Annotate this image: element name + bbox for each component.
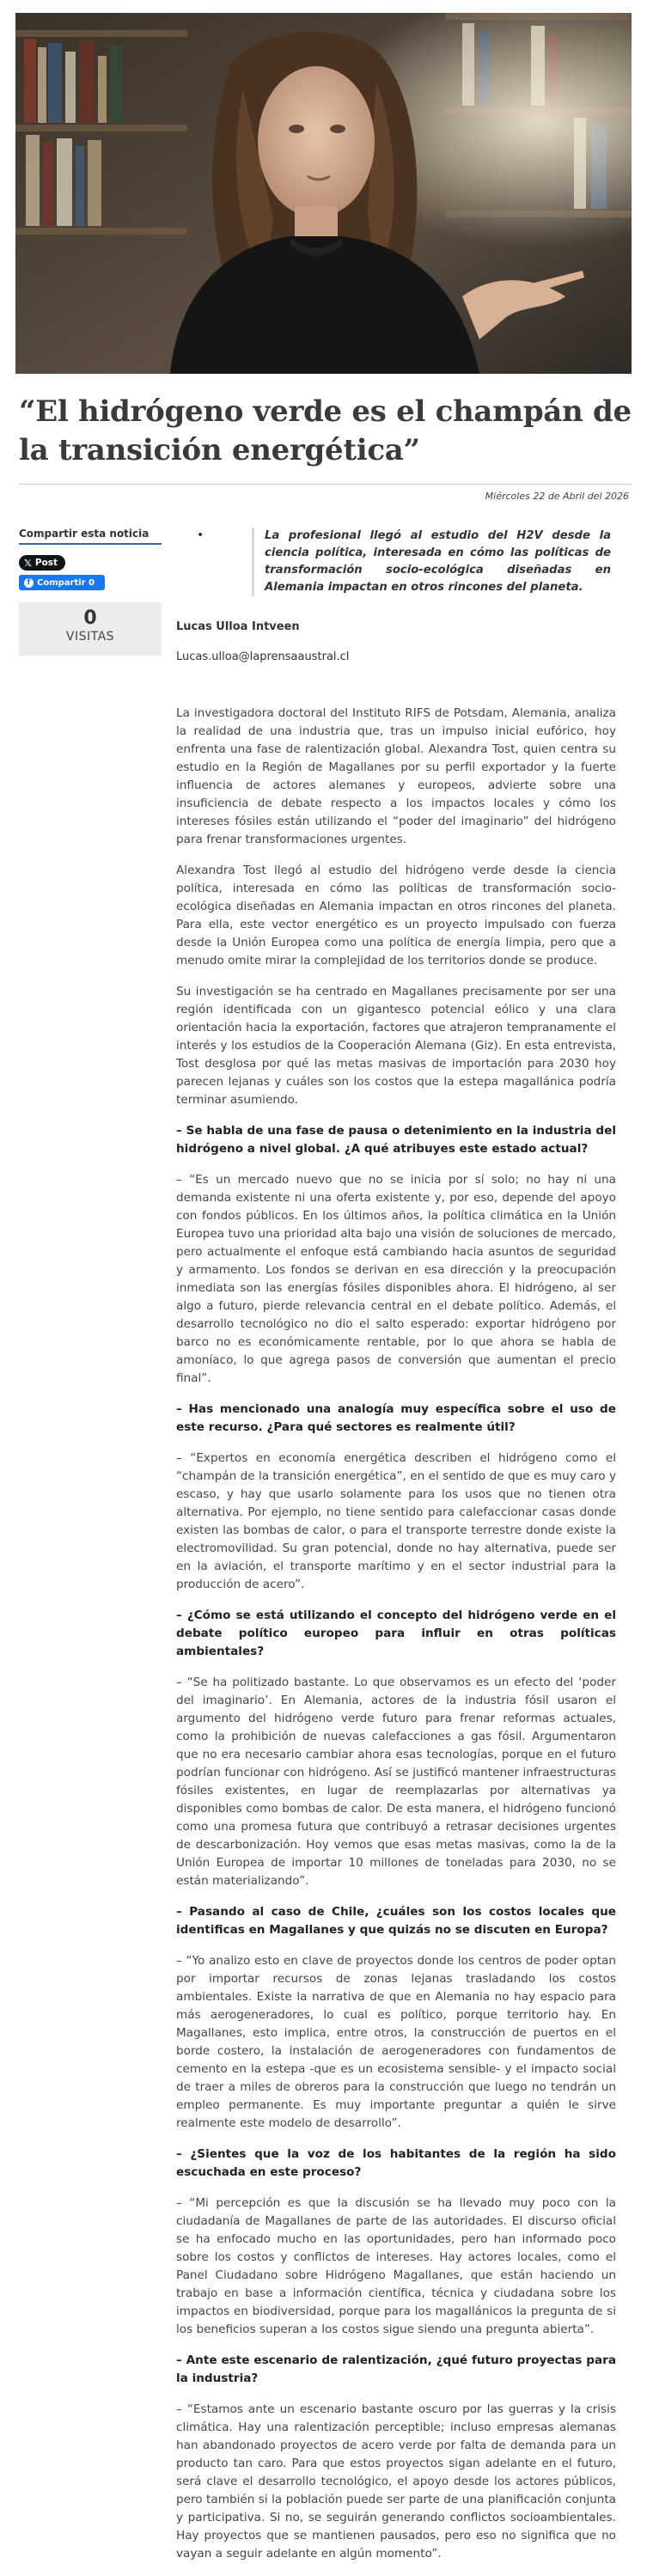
- facebook-icon: f: [24, 578, 34, 588]
- author-email[interactable]: Lucas.ulloa@laprensaaustral.cl: [176, 650, 350, 663]
- article-layout: [0, 528, 647, 2563]
- visits-counter: [19, 602, 162, 656]
- lead-bullet: •: [197, 528, 204, 542]
- portrait-image: [15, 13, 632, 374]
- interview-question: – Has mencionado una analogía muy específica sobre el uso de este recurso. ¿Para qué sectores es realmente útil?: [176, 1402, 616, 1434]
- article-paragraph: – “Estamos ante un escenario bastante oscuro por las guerras y la crisis climática. Hay una ralentización perceptible; incluso empresas alemanas han abandonado proyectos de acero verde por falta de demanda para un producto tan caro. Para que estos proyectos sigan adelante en el futuro, será clave el desarrollo tecnológico, el apoyo desde los actores públicos, pero también si la población puede ser parte de una planificación conjunta y participativa. Si no, se seguirán generando conflictos socioambientales. Hay proyectos que se mantienen pausados, pero eso no significa que no vayan a seguir adelante en algún momento”.: [176, 2402, 616, 2561]
- article-body: [176, 705, 616, 2563]
- x-post-button[interactable]: [19, 555, 65, 571]
- facebook-share-label: Compartir 0: [37, 577, 95, 588]
- lead-text: La profesional llegó al estudio del H2V desde la ciencia política, interesada en cómo las políticas de transformación socio-ecológica diseñadas en Alemania impactan en otros rincones del planeta.: [252, 528, 611, 596]
- share-sidebar: [19, 528, 162, 656]
- x-post-label: Post: [34, 558, 58, 568]
- article-paragraph: – “Es un mercado nuevo que no se inicia por sí solo; no hay ni una demanda existente ni una oferta existente y, por eso, depende del apoyo con fondos públicos. En los últimos años, la política climática en la Unión Europea tuvo una prioridad alta bajo una visión de soluciones de mercado, pero actualmente el enfoque está cambiando hacia asuntos de seguridad y armamento. Los fondos se derivan en esa dirección y la preocupación inmediata son las energías fósiles disponibles ahora. El hidrógeno, al ser algo a futuro, pierde relevancia central en el debate político. Además, el desarrollo tecnológico no dio el salto esperado: exportar hidrógeno por barco no es económicamente rentable, por lo que ahora se habla de amoníaco, lo que agrega pasos de conversión que aumentan el precio final”.: [176, 1173, 616, 1385]
- x-logo-icon: 𝕏: [24, 557, 32, 569]
- article-page: [0, 13, 647, 2563]
- title-divider: [19, 484, 632, 485]
- interview-question: – ¿Sientes que la voz de los habitantes de la región ha sido escuchada en este proceso?: [176, 2147, 616, 2179]
- publish-date: Miércoles 22 de Abril del 2026: [485, 491, 629, 502]
- visits-count: 0: [83, 607, 97, 629]
- article-main: [176, 528, 632, 2563]
- article-paragraph: Alexandra Tost llegó al estudio del hidrógeno verde desde la ciencia política, interesada en cómo las políticas de transformación socio-ecológica diseñadas en Alemania impactan en otros rincones del planeta. Para ella, este vector energético es un proyecto impulsado con fuerza desde la Unión Europea como una política de energía limpia, pero que a menudo omite mirar la complejidad de los territorios donde se produce.: [176, 864, 616, 968]
- article-paragraph: Su investigación se ha centrado en Magallanes precisamente por ser una región identificada con un gigantesco potencial eólico y una clara orientación hacia la exportación, factores que atrajeron tempranamente el interés y los estudios de la Cooperación Alemana (Giz). En esta entrevista, Tost desglosa por qué las metas masivas de importación para 2030 hoy parecen lejanas y cuáles son los costos que la estepa magallánica podría terminar asumiendo.: [176, 985, 616, 1107]
- article-paragraph: – “Yo analizo esto en clave de proyectos donde los centros de poder optan por importar recursos de zonas lejanas trasladando los costos ambientales. Existe la narrativa de que en Alemania no hay espacio para más aerogeneradores, lo cual es político, porque territorio hay. En Magallanes, esto implica, entre otros, la construcción de puertos en el borde costero, la instalación de aerogeneradores con fundamentos de cemento en la estepa -que es un ecosistema sensible- y el impacto social de traer a miles de obreros para la construcción que luego no tendrán un empleo permanente. Es muy importante preguntar a quién le sirve realmente este modelo de desarrollo”.: [176, 1954, 616, 2130]
- article-title: “El hidrógeno verde es el champán de la transición energética”: [19, 394, 632, 467]
- share-label: Compartir esta noticia: [19, 528, 162, 545]
- interview-question: – Ante este escenario de ralentización, ¿qué futuro proyectas para la industria?: [176, 2353, 616, 2385]
- author-name: Lucas Ulloa Intveen: [176, 620, 300, 633]
- article-paragraph: – “Expertos en economía energética describen el hidrógeno como el “champán de la transición energética”, en el sentido de que es muy caro y escaso, y hay que usarlo solamente para los usos que no tienen otra alternativa. Por ejemplo, no tiene sentido para calefaccionar casas donde existen las bombas de calor, o para el transporte terrestre donde existe la electromovilidad. Su gran potencial, donde no hay alternativa, puede ser en la aviación, el transporte marítimo y en el sector industrial para la producción de acero”.: [176, 1451, 616, 1591]
- article-paragraph: La investigadora doctoral del Instituto RIFS de Potsdam, Alemania, analiza la realidad de una industria que, tras un impulso inicial eufórico, hoy enfrenta una fase de ralentización global. Alexandra Tost, quien centra su estudio en la Región de Magallanes por su perfil exportador y la fuerte influencia de actores alemanes y europeos, advierte sobre una insuficiencia de debate respecto a los impactos locales y cómo los intereses fósiles están utilizando el “poder del imaginario” del hidrógeno para frenar transformaciones urgentes.: [176, 706, 616, 846]
- facebook-share-button[interactable]: [19, 575, 105, 590]
- article-paragraph: – “Se ha politizado bastante. Lo que observamos es un efecto del ‘poder del imaginario’. En Alemania, actores de la industria fósil usaron el argumento del hidrógeno verde futuro para frenar reformas actuales, como la prohibición de nuevas calefacciones a gas fósil. Argumentaron que no era necesario cambiar ahora esas tecnologías, porque en el futuro podrían funcionar con hidrógeno. Así se justificó mantener infraestructuras fósiles existentes, en lugar de reemplazarlas por alternativas ya disponibles como bombas de calor. De esta manera, el hidrógeno funcionó como una promesa futura que contribuyó a retrasar decisiones urgentes de descarbonización. Hoy vemos que esas metas masivas, como la de la Unión Europea de importar 10 millones de toneladas para 2030, no se están materializando”.: [176, 1676, 616, 1888]
- interview-question: – Se habla de una fase de pausa o detenimiento en la industria del hidrógeno a nivel global. ¿A qué atribuyes este estado actual?: [176, 1124, 616, 1156]
- interview-question: – Pasando al caso de Chile, ¿cuáles son los costos locales que identificas en Magallanes y que quizás no se discuten en Europa?: [176, 1905, 616, 1937]
- article-paragraph: – “Mi percepción es que la discusión se ha llevado muy poco con la ciudadanía de Magallanes de parte de las autoridades. El discurso oficial se ha enfocado mucho en las oportunidades, pero han informado poco sobre los costos y conflictos de intereses. Hay actores locales, como el Panel Ciudadano sobre Hidrógeno Magallanes, que están haciendo un trabajo en base a información científica, técnica y ciudadana sobre los impactos en biodiversidad, porque para los magallánicos la pregunta de si los beneficios superan a los costos sigue siendo una pregunta abierta”.: [176, 2196, 616, 2336]
- visits-label: VISITAS: [65, 630, 115, 644]
- lead-quote: [176, 528, 632, 596]
- interview-question: – ¿Cómo se está utilizando el concepto del hidrógeno verde en el debate político europeo para influir en otras políticas ambientales?: [176, 1608, 616, 1658]
- hero-photo: [15, 13, 632, 374]
